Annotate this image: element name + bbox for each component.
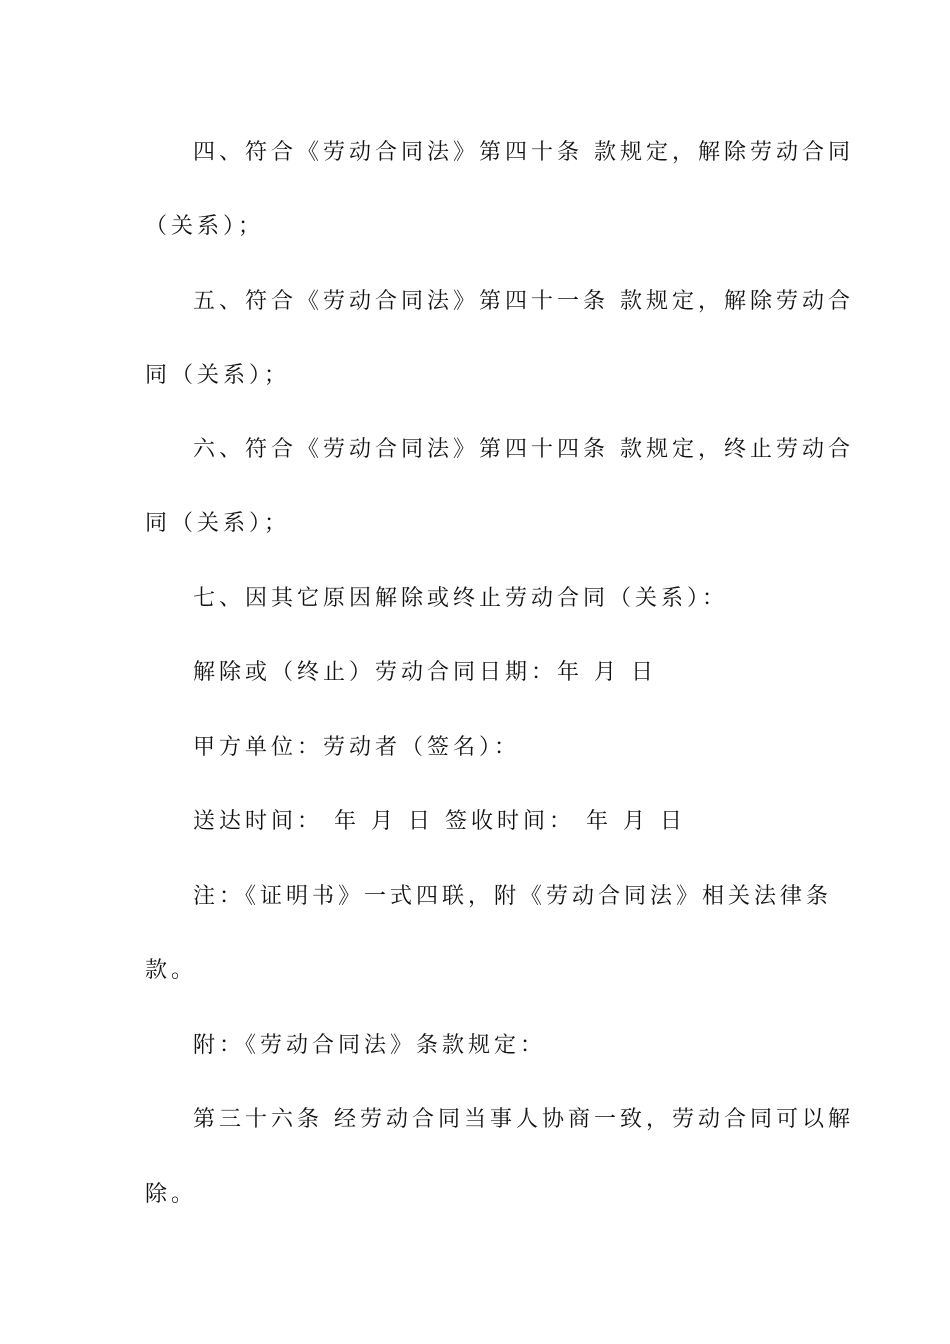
clause-7-line: 七、因其它原因解除或终止劳动合同（关系）： [193, 586, 729, 611]
note-line-1: 注：《证明书》一式四联，附《劳动合同法》相关法律条 [193, 884, 833, 909]
termination-date-line: 解除或（终止）劳动合同日期：年 月 日 [193, 660, 657, 685]
article-36-line-1: 第三十六条 经劳动合同当事人协商一致，劳动合同可以解 [193, 1107, 854, 1132]
clause-5-line-2: 同（关系）； [145, 363, 291, 388]
appendix-heading: 附：《劳动合同法》条款规定： [193, 1033, 547, 1058]
clause-6-line-2: 同（关系）； [145, 511, 291, 536]
signature-line: 甲方单位：劳动者（签名）： [193, 735, 521, 760]
delivery-time-line: 送达时间： 年 月 日 签收时间： 年 月 日 [193, 809, 686, 834]
clause-5-line-1: 五、符合《劳动合同法》第四十一条 款规定，解除劳动合 [193, 289, 854, 314]
article-36-line-2: 除。 [145, 1182, 198, 1207]
clause-4-line-2: （关系）； [145, 214, 265, 239]
clause-4-line-1: 四、符合《劳动合同法》第四十条 款规定，解除劳动合同 [193, 140, 854, 165]
note-line-2: 款。 [145, 958, 198, 983]
clause-6-line-1: 六、符合《劳动合同法》第四十四条 款规定，终止劳动合 [193, 437, 854, 462]
